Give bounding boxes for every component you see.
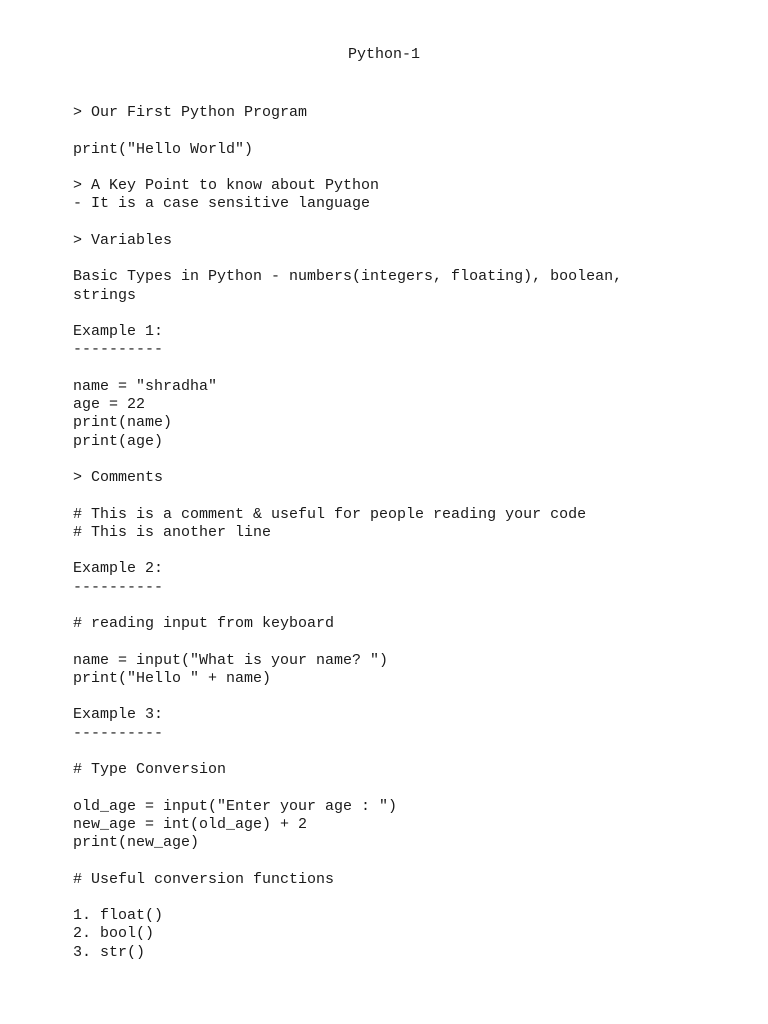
blank-line [73,852,753,870]
text-line: 1. float() [73,907,164,924]
text-line: > Comments [73,469,164,486]
text-line: 3. str() [73,943,146,961]
text-line: Example 3: [73,706,164,724]
text-line: # reading input from keyboard [73,615,335,632]
text-line: print("Hello " + name) [73,669,272,687]
text-line: # This is another line [73,523,272,541]
blank-line [73,688,753,706]
text-line: ---------- [73,724,164,742]
blank-line [73,214,753,232]
text-line: ---------- [73,578,164,596]
text-line: new_age = int(old_age) + 2 [73,815,308,833]
text-line: Basic Types in Python - numbers(integers, floating), boolean, [73,268,623,286]
blank-line [73,743,753,761]
text-line: strings [73,286,137,304]
blank-line [73,250,753,268]
blank-line [73,542,753,560]
text-line: print(new_age) [73,834,200,851]
blank-line [73,597,753,615]
text-line: - It is a case sensitive language [73,195,371,213]
blank-line [73,487,753,505]
blank-line [73,122,753,140]
text-line: 2. bool() [73,925,155,943]
text-line: ---------- [73,341,164,359]
text-line: old_age = input("Enter your age : ") [73,797,398,815]
blank-line [73,159,753,177]
text-line: # Type Conversion [73,761,227,778]
document-title: Python-1 [347,46,420,63]
blank-line [73,889,753,907]
blank-line [73,451,753,469]
text-line: Example 2: [73,560,164,578]
text-line: print("Hello World") [73,140,254,158]
text-line: print(name) [73,414,173,432]
blank-line [73,360,753,378]
text-line: print(age) [73,432,164,450]
text-line: name = "shradha" [73,377,218,395]
text-line: Example 1: [73,323,164,340]
text-line: > Our First Python Program [73,104,308,121]
text-line: age = 22 [73,396,146,413]
text-line: # This is a comment & useful for people reading your code [73,505,587,523]
blank-line [73,633,753,651]
document-body [73,104,753,962]
blank-line [73,305,753,323]
text-line: > Variables [73,231,173,249]
text-line: > A Key Point to know about Python [73,177,380,194]
text-line: # Useful conversion functions [73,870,335,888]
blank-line [73,779,753,797]
text-line: name = input("What is your name? ") [73,651,389,669]
